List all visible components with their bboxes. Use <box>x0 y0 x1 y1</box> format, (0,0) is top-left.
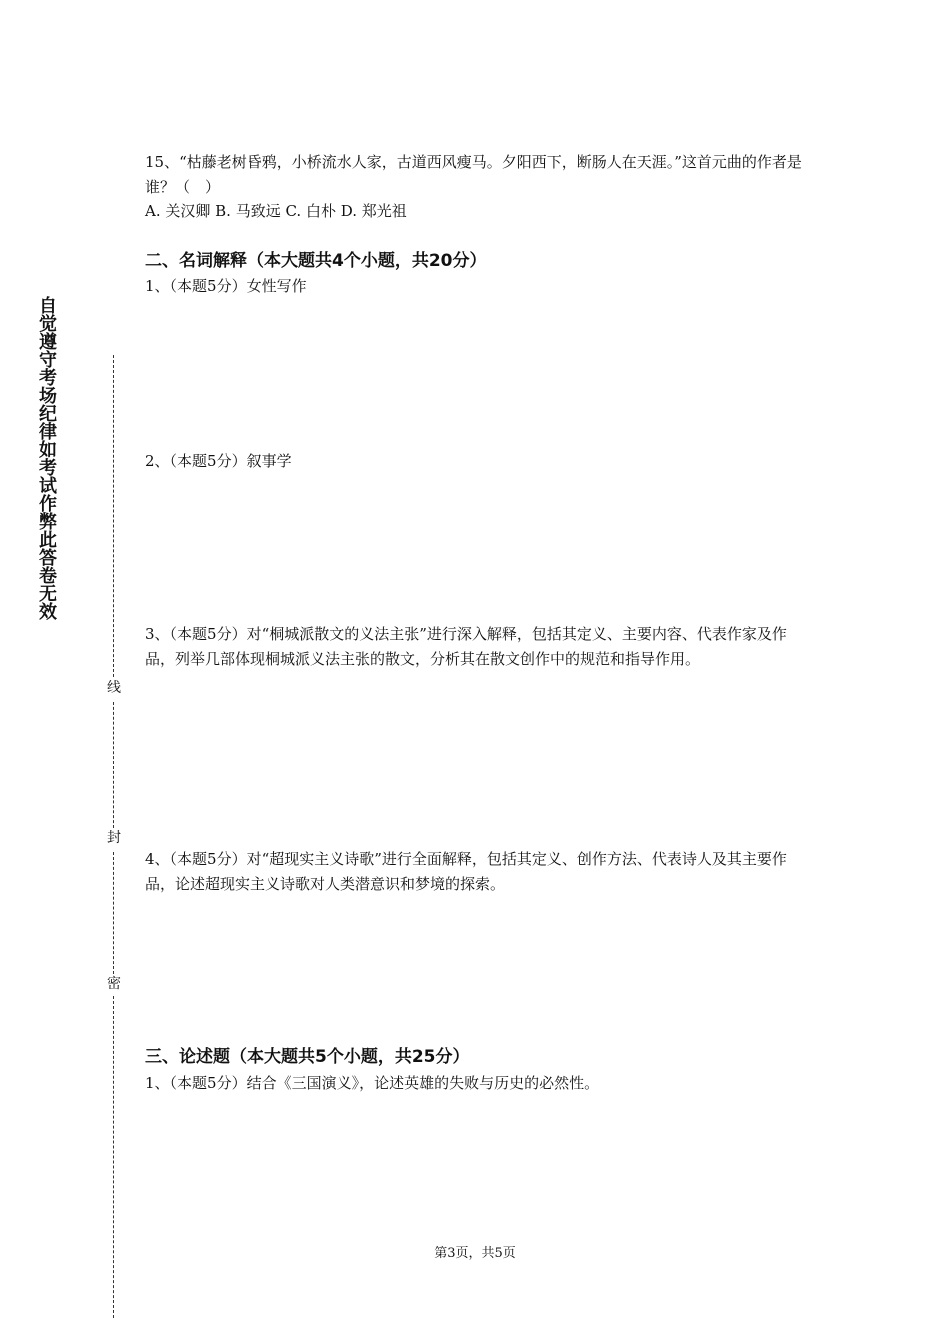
binding-line-label: 线 <box>107 680 121 696</box>
binding-seal-label: 封 <box>107 830 121 846</box>
section-2-item-3: 3、（本题5分）对“桐城派散文的义法主张”进行深入解释，包括其定义、主要内容、代表作家及作品，列举几部体现桐城派义法主张的散文，分析其在散文创作中的规范和指导作用。 <box>145 625 787 668</box>
binding-dashed-line <box>113 355 114 677</box>
binding-dashed-line <box>113 852 114 974</box>
binding-dashed-line <box>113 996 114 1318</box>
question-15-options: A. 关汉卿 B. 马致远 C. 白朴 D. 郑光祖 <box>145 202 407 220</box>
question-15-stem: 15、“枯藤老树昏鸦，小桥流水人家，古道西风瘦马。夕阳西下，断肠人在天涯。”这首元曲的作者是谁？（ ） <box>145 153 802 196</box>
section-2-title: 二、名词解释（本大题共4个小题，共20分） <box>145 251 487 271</box>
binding-secret-label: 密 <box>107 976 121 992</box>
binding-dashed-line <box>113 702 114 828</box>
page-number: 第3页，共5页 <box>434 1246 516 1261</box>
exam-discipline-warning: 自觉遵守考场纪律如考试作弊此答卷无效 <box>36 296 57 620</box>
section-2-item-2: 2、（本题5分）叙事学 <box>145 452 292 470</box>
section-3-item-1: 1、（本题5分）结合《三国演义》，论述英雄的失败与历史的必然性。 <box>145 1074 600 1092</box>
section-2-item-1: 1、（本题5分）女性写作 <box>145 277 307 295</box>
section-2-item-4: 4、（本题5分）对“超现实主义诗歌”进行全面解释，包括其定义、创作方法、代表诗人及其主要作品，论述超现实主义诗歌对人类潜意识和梦境的探索。 <box>145 850 787 893</box>
section-3-title: 三、论述题（本大题共5个小题，共25分） <box>145 1047 470 1067</box>
